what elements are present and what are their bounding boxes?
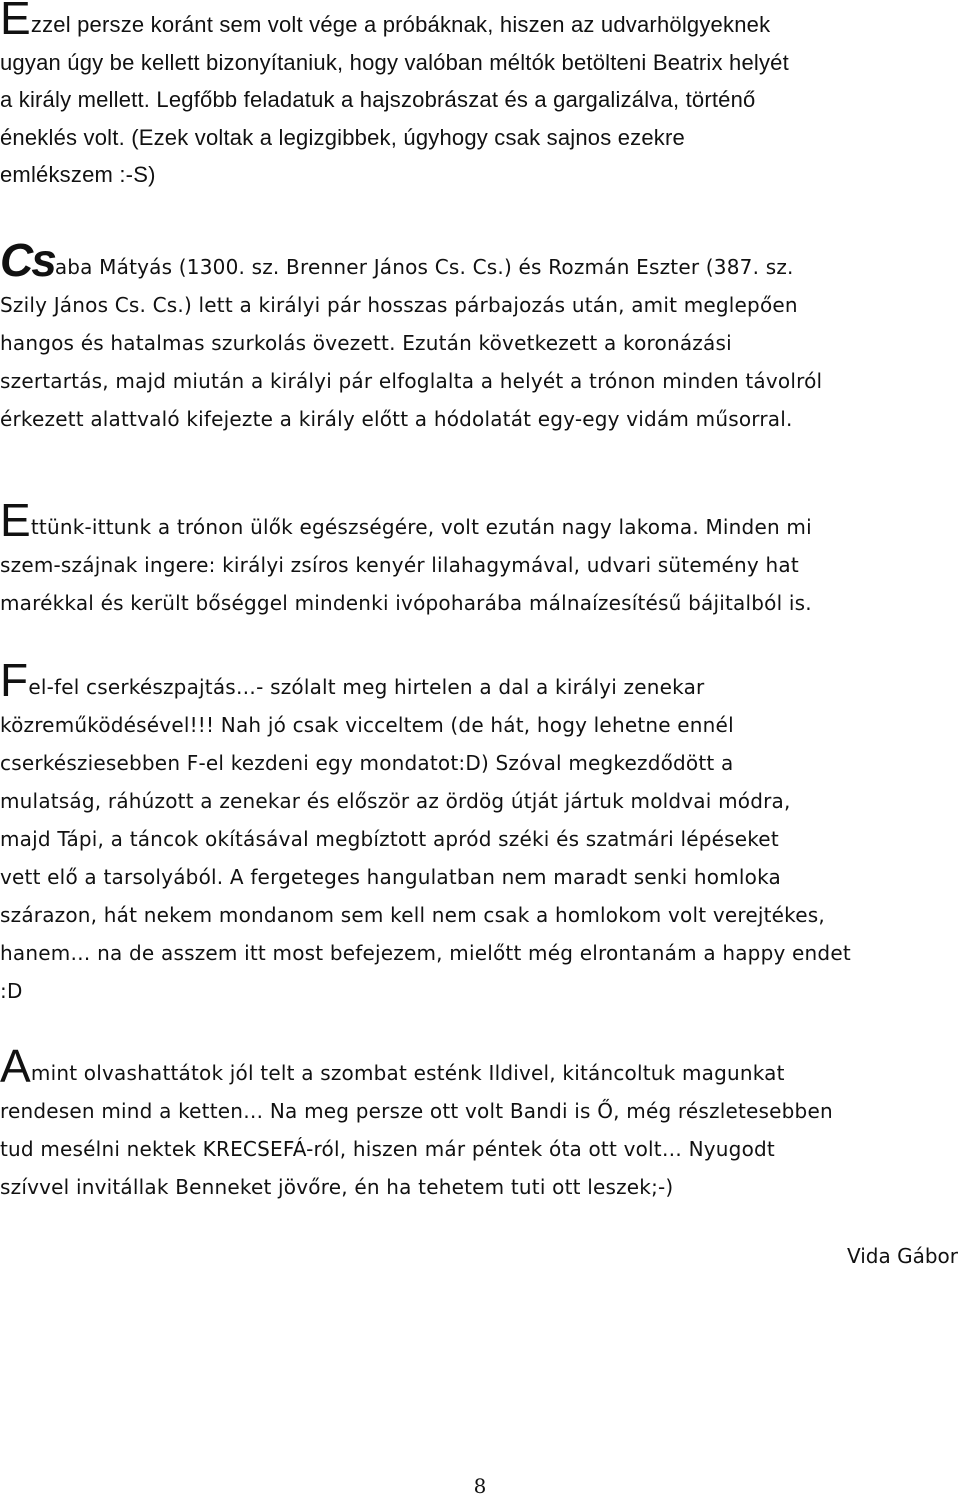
line-text: el-fel cserkészpajtás…- szólalt meg hirtelen a dal a királyi zenekar	[28, 675, 705, 699]
paragraph-line	[0, 500, 960, 546]
drop-cap-initial: F	[0, 660, 29, 706]
paragraph-line: hangos és hatalmas szurkolás övezett. Ezután következett a koronázási	[0, 331, 732, 355]
paragraph-1	[0, 0, 960, 194]
paragraph-line: vett elő a tarsolyából. A fergeteges hangulatban nem maradt senki homloka	[0, 865, 781, 889]
paragraph-line	[0, 660, 960, 706]
paragraph-line: Szily János Cs. Cs.) lett a királyi pár hosszas párbajozás után, amit meglepően	[0, 293, 798, 317]
paragraph-line: ugyan úgy be kellett bizonyítaniuk, hogy valóban méltók betölteni Beatrix helyét	[0, 49, 789, 75]
paragraph-line: :D	[0, 979, 23, 1003]
paragraph-line	[0, 1046, 960, 1092]
paragraph-line: éneklés volt. (Ezek voltak a legizgibbek, úgyhogy csak sajnos ezekre	[0, 124, 685, 150]
paragraph-line: a király mellett. Legfőbb feladatuk a hajszobrászat és a gargalizálva, történő	[0, 87, 756, 112]
paragraph-line: szívvel invitállak Benneket jövőre, én ha tehetem tuti ott leszek;-)	[0, 1175, 674, 1199]
line-text: aba Mátyás (1300. sz. Brenner János Cs. Cs.) és Rozmán Eszter (387. sz.	[54, 255, 794, 279]
paragraph-line: tud mesélni nektek KRECSEFÁ-ról, hiszen már péntek óta ott volt… Nyugodt	[0, 1137, 775, 1161]
paragraph-4	[0, 660, 960, 1010]
paragraph-line: közreműködésével!!! Nah jó csak vicceltem (de hát, hogy lehetne ennél	[0, 713, 734, 737]
paragraph-line: hanem… na de asszem itt most befejezem, mielőtt még elrontanám a happy endet	[0, 941, 851, 965]
drop-cap-initial: Cs	[0, 240, 55, 286]
drop-cap-initial: E	[0, 500, 31, 546]
paragraph-line: szertartás, majd miután a királyi pár elfoglalta a helyét a trónon minden távolról	[0, 369, 823, 393]
paragraph-line	[0, 240, 960, 286]
paragraph-line: mulatság, ráhúzott a zenekar és először az ördög útját jártuk moldvai módra,	[0, 789, 791, 813]
paragraph-line: rendesen mind a ketten… Na meg persze ott volt Bandi is Ő, még részletesebben	[0, 1099, 833, 1123]
paragraph-line: emlékszem :-S)	[0, 162, 156, 187]
drop-cap-initial: E	[0, 0, 31, 44]
paragraph-5	[0, 1046, 960, 1206]
paragraph-line: szem-szájnak ingere: királyi zsíros kenyér lilahagymával, udvari sütemény hat	[0, 553, 799, 577]
paragraph-line	[0, 0, 960, 44]
author-signature: Vida Gábor	[846, 1244, 958, 1268]
paragraph-3	[0, 500, 960, 622]
paragraph-line: marékkal és került bőséggel mindenki ivópoharába málnaízesítésű bájitalból is.	[0, 591, 812, 615]
page-number: 8	[473, 1474, 487, 1498]
paragraph-line: cserkésziesebben F-el kezdeni egy mondatot:D) Szóval megkezdődött a	[0, 751, 734, 775]
line-text: ttünk-ittunk a trónon ülők egészségére, volt ezután nagy lakoma. Minden mi	[30, 515, 812, 539]
paragraph-line: majd Tápi, a táncok okításával megbíztott apród széki és szatmári lépéseket	[0, 827, 779, 851]
paragraph-2	[0, 240, 960, 438]
paragraph-line: szárazon, hát nekem mondanom sem kell nem csak a homlokom volt verejtékes,	[0, 903, 825, 927]
line-text: mint olvashattátok jól telt a szombat esténk Ildivel, kitáncoltuk magunkat	[30, 1061, 785, 1085]
paragraph-line: érkezett alattvaló kifejezte a király előtt a hódolatát egy-egy vidám műsorral.	[0, 407, 793, 431]
line-text: zzel persze koránt sem volt vége a próbáknak, hiszen az udvarhölgyeknek	[30, 12, 771, 37]
drop-cap-initial: A	[0, 1046, 31, 1092]
